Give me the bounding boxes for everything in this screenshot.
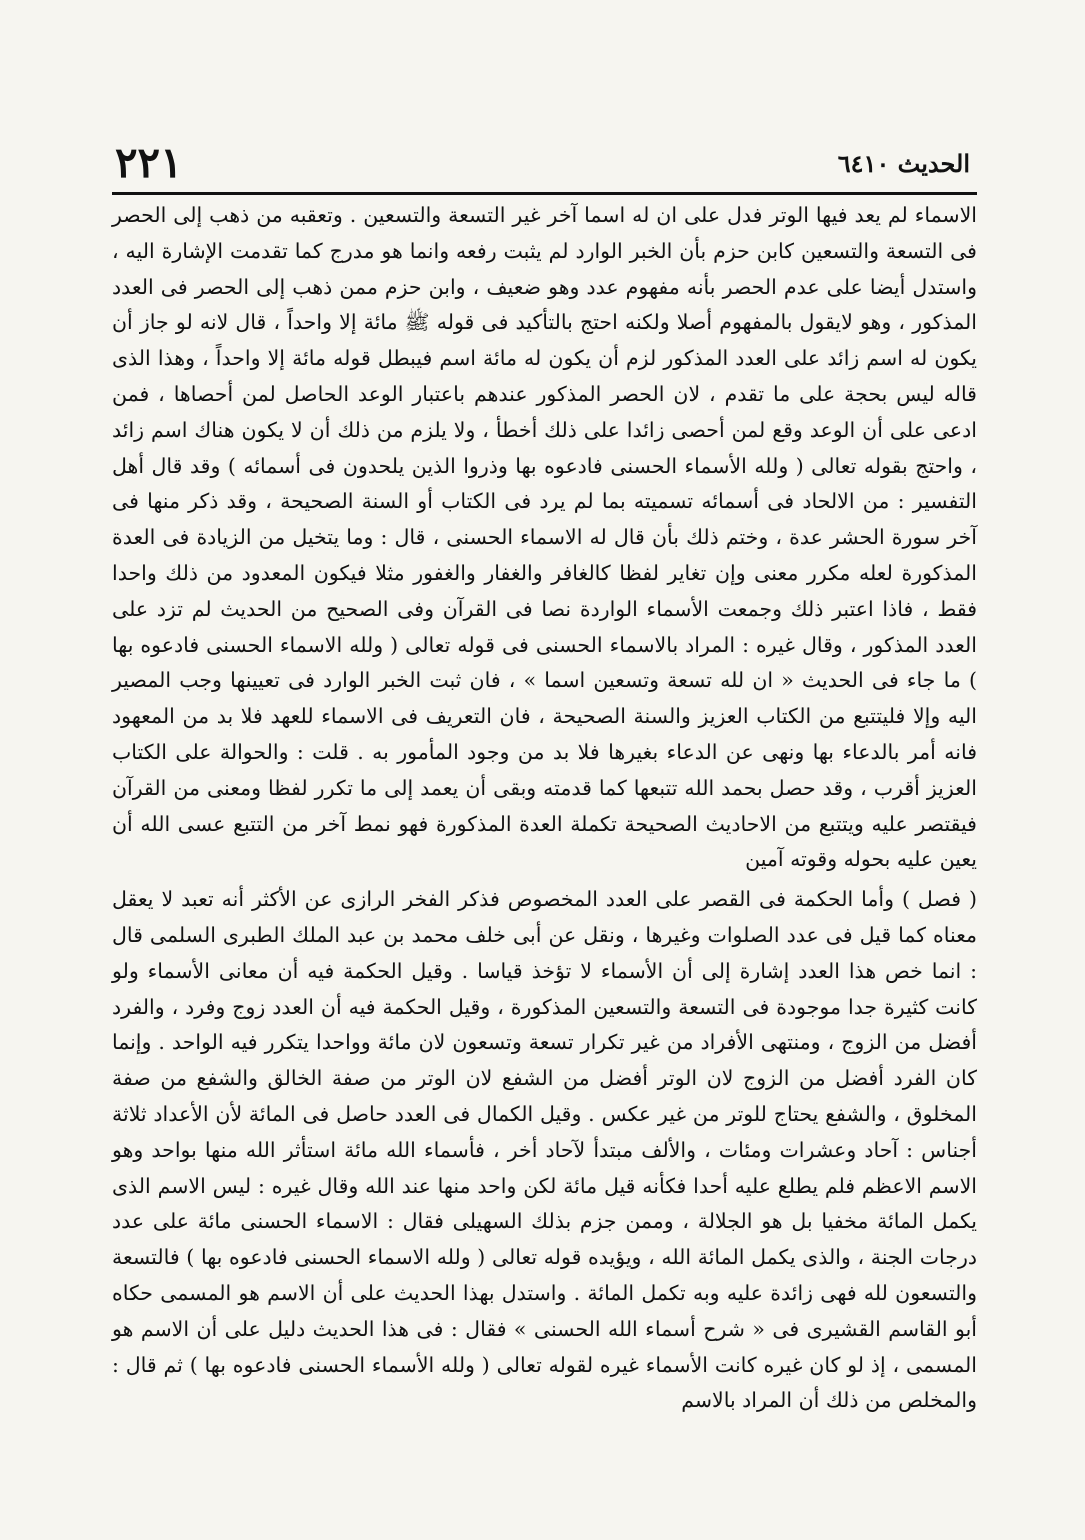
page-number: ٢٢١ xyxy=(115,138,183,187)
paragraph-2: ( فصل ) وأما الحكمة فى القصر على العدد المخصوص فذكر الفخر الرازى عن الأكثر أنه تعبد لا يعقل معناه كما قيل فى عدد الصلوات وغيرها ، ونقل عن أبى خلف محمد بن عبد الملك الطبرى السلمى قال : انما خص هذا العدد إشارة إلى أن الأسماء لا تؤخذ قياسا . وقيل الحكمة فيه أن معانى الأسماء ولو كانت كثيرة جدا موجودة فى التسعة والتسعين المذكورة ، وقيل الحكمة فيه أن العدد زوج وفرد ، والفرد أفضل من الزوج ، ومنتهى الأفراد من غير تكرار تسعة وتسعون لان مائة وواحدا يتكرر فيه الواحد . وإنما كان الفرد أفضل من الزوج لان الوتر أفضل من الشفع لان الوتر من صفة الخالق والشفع من صفة المخلوق ، والشفع يحتاج للوتر من غير عكس . وقيل الكمال فى العدد حاصل فى المائة لأن الأعداد ثلاثة أجناس : آحاد وعشرات ومئات ، والألف مبتدأ لآحاد أخر ، فأسماء الله مائة استأثر الله منها بواحد وهو الاسم الاعظم فلم يطلع عليه أحدا فكأنه قيل مائة لكن واحد منها عند الله وقال غيره : ليس الاسم الذى يكمل المائة مخفيا بل هو الجلالة ، وممن جزم بذلك السهيلى فقال : الاسماء الحسنى مائة على عدد درجات الجنة ، والذى يكمل المائة الله ، ويؤيده قوله تعالى ( ولله الاسماء الحسنى فادعوه بها ) فالتسعة والتسعون لله فهى زائدة عليه وبه تكمل المائة . واستدل بهذا الحديث على أن الاسم هو المسمى حكاه أبو القاسم القشيرى فى « شرح أسماء الله الحسنى » فقال : فى هذا الحديث دليل على أن الاسم هو المسمى ، إذ لو كان غيره كانت الأسماء غيره لقوله تعالى ( ولله الأسماء الحسنى فادعوه بها ) ثم قال : والمخلص من ذلك أن المراد بالاسم xyxy=(112,887,977,1413)
running-title: الحديث ٦٤١٠ xyxy=(837,149,970,178)
page-body xyxy=(112,198,977,1419)
page-header xyxy=(115,138,970,188)
paragraph-1: الاسماء لم يعد فيها الوتر فدل على ان له اسما آخر غير التسعة والتسعين . وتعقبه من ذهب إلى الحصر فى التسعة والتسعين كابن حزم بأن الخبر الوارد لم يثبت رفعه وانما هو مدرج كما تقدمت الإشارة اليه ، واستدل أيضا على عدم الحصر بأنه مفهوم عدد وهو ضعيف ، وابن حزم ممن ذهب إلى الحصر فى العدد المذكور ، وهو لايقول بالمفهوم أصلا ولكنه احتج بالتأكيد فى قوله ﷺ مائة إلا واحداً ، قال لانه لو جاز أن يكون له اسم زائد على العدد المذكور لزم أن يكون له مائة اسم فيبطل قوله مائة إلا واحداً ، وهذا الذى قاله ليس بحجة على ما تقدم ، لان الحصر المذكور عندهم باعتبار الوعد الحاصل لمن أحصاها ، فمن ادعى على أن الوعد وقع لمن أحصى زائدا على ذلك أخطأ ، ولا يلزم من ذلك أن لا يكون هناك اسم زائد ، واحتج بقوله تعالى ( ولله الأسماء الحسنى فادعوه بها وذروا الذين يلحدون فى أسمائه ) وقد قال أهل التفسير : من الالحاد فى أسمائه تسميته بما لم يرد فى الكتاب أو السنة الصحيحة ، وقد ذكر منها فى آخر سورة الحشر عدة ، وختم ذلك بأن قال له الاسماء الحسنى ، قال : وما يتخيل من الزيادة فى العدة المذكورة لعله مكرر معنى وإن تغاير لفظا كالغافر والغفار والغفور مثلا فيكون المعدود من ذلك واحدا فقط ، فاذا اعتبر ذلك وجمعت الأسماء الواردة نصا فى القرآن وفى الصحيح من الحديث لم تزد على العدد المذكور ، وقال غيره : المراد بالاسماء الحسنى فى قوله تعالى ( ولله الاسماء الحسنى فادعوه بها ) ما جاء فى الحديث « ان لله تسعة وتسعين اسما » ، فان ثبت الخبر الوارد فى تعيينها وجب المصير اليه وإلا فليتتبع من الكتاب العزيز والسنة الصحيحة ، فان التعريف فى الاسماء للعهد فلا بد من المعهود فانه أمر بالدعاء بها ونهى عن الدعاء بغيرها فلا بد من وجود المأمور به . قلت : والحوالة على الكتاب العزيز أقرب ، وقد حصل بحمد الله تتبعها كما قدمته وبقى أن يعمد إلى ما تكرر لفظا ومعنى من القرآن فيقتصر عليه ويتتبع من الاحاديث الصحيحة تكملة العدة المذكورة فهو نمط آخر من التتبع عسى الله أن يعين عليه بحوله وقوته آمين xyxy=(112,203,977,872)
header-rule xyxy=(112,192,977,195)
